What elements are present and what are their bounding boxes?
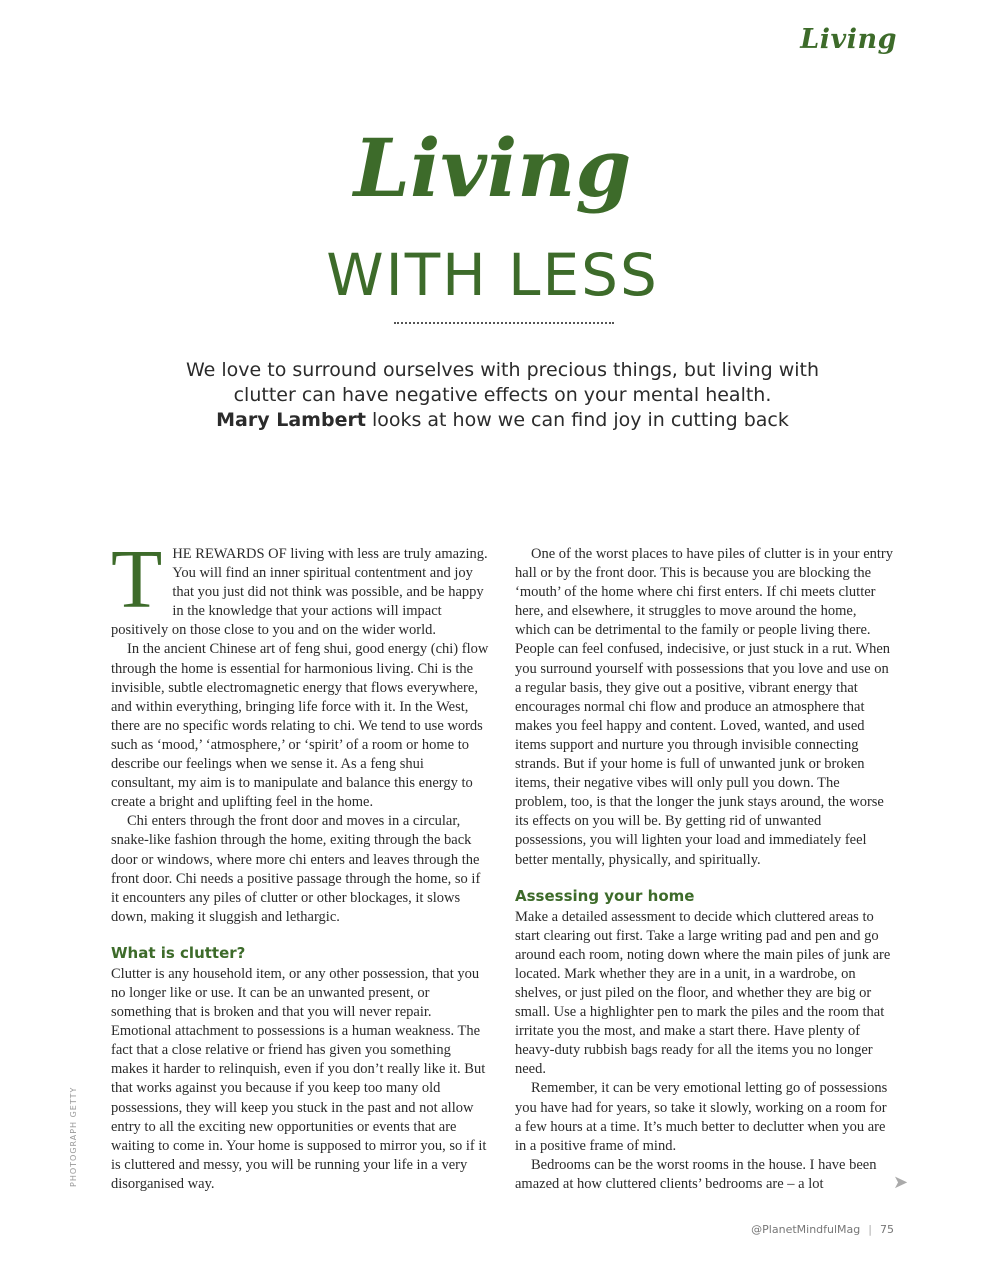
standfirst-line-2: clutter can have negative effects on your mental health.	[233, 384, 772, 406]
paragraph: In the ancient Chinese art of feng shui, good energy (chi) flow through the home is essential for harmonious living. Chi is the invisible, subtle electromagnetic energy that flows everywhere, and within everything, bringing life force with it. In the West, there are no specific words relating to chi. We tend to use words such as ‘mood,’ ‘atmosphere,’ or ‘spirit’ of a room or home to describe our feelings when we sense it. As a feng shui consultant, my aim is to manipulate and balance this energy to create a bright and uplifting feel in the home.	[111, 641, 489, 811]
paragraph: Remember, it can be very emotional letting go of possessions you have had for years, so take it slowly, working on a room for a few hours at a time. It’s much better to declutter when you are in a positive frame of mind.	[515, 1080, 888, 1154]
page-footer	[751, 1223, 894, 1236]
author-name: Mary Lambert	[216, 409, 366, 431]
article-column-right	[515, 545, 893, 1194]
title-caps: WITH LESS	[326, 241, 659, 309]
paragraph: Make a detailed assessment to decide which cluttered areas to start clearing out first. Take a large writing pad and pen and go around each room, noting down where the main piles of junk are located. Mark whether they are in a unit, in a wardrobe, on shelves, or just piled on the floor, and whether they are big or small. Use a highlighter pen to mark the piles and the room that irritate you the most, and make a start there. Have plenty of heavy-duty rubbish bags ready for all the items you no longer need.	[515, 908, 891, 1078]
title-divider	[394, 322, 614, 324]
standfirst-line-1: We love to surround ourselves with precious things, but living with	[185, 359, 820, 381]
article-column-left	[111, 533, 489, 1194]
subheading-assessing-your-home: Assessing your home	[515, 886, 695, 905]
paragraph: Chi enters through the front door and moves in a circular, snake-like fashion through the home, exiting through the back door or windows, where more chi enters and leaves through the front door. Chi needs a positive passage through the home, so if it encounters any piles of clutter or other blockages, it slows down, making it sluggish and lethargic.	[111, 813, 481, 925]
paragraph: Clutter is any household item, or any other possession, that you no longer like or use. It can be an unwanted present, or something that is broken and that you will never repair. Emotional attachment to possessions is a human weakness. The fact that a close relative or friend has given you something makes it harder to relinquish, even if you don’t really like it. But that works against you because if you keep too many old possessions, they will keep you stuck in the past and not allow entry to all the exciting new opportunities or events that are waiting to come in. Your home is supposed to mirror you, so if it is cluttered and messy, you will be running your life in a very disorganised way.	[111, 965, 487, 1192]
paragraph: Bedrooms can be the worst rooms in the house. I have been amazed at how cluttered clients’ bedrooms are – a lot	[515, 1156, 877, 1192]
footer-separator: |	[868, 1223, 872, 1236]
standfirst-line-3	[150, 408, 855, 433]
continue-arrow-icon: ➤	[893, 1172, 909, 1193]
standfirst-line-3-rest: looks at how we can find joy in cutting back	[365, 409, 789, 431]
subheading-what-is-clutter: What is clutter?	[111, 943, 246, 962]
paragraph-intro	[111, 533, 489, 640]
section-tag: Living	[800, 24, 897, 55]
drop-cap: T	[111, 533, 163, 626]
page-number: 75	[880, 1223, 894, 1236]
social-handle: @PlanetMindfulMag	[751, 1223, 861, 1236]
title-script: Living	[353, 121, 632, 215]
paragraph: One of the worst places to have piles of clutter is in your entry hall or by the front door. This is because you are blocking the ‘mouth’ of the home where chi first enters. If chi meets clutter here, and elsewhere, it struggles to move around the home, which can be detrimental to the family or people living there. People can feel confused, indecisive, or just stuck in a rut. When you surround yourself with possessions that you love and use on a regular basis, they give out a positive, vibrant energy that encourages normal chi flow and produce an atmosphere that makes you feel happy and content. Loved, wanted, and used items support and nurture you through invisible connecting strands. But if your home is full of unwanted junk or broken items, their negative vibes will only pull you down. The problem, too, is that the longer the junk stays around, the worse its effects on you will be. By getting rid of unwanted possessions, you will lighten your load and immediately feel better mentally, physically, and spiritually.	[515, 546, 893, 868]
paragraph-intro-text: HE REWARDS OF living with less are truly amazing. You will find an inner spiritual contentment and joy that you just did not think was possible, and be happy in the knowledge that your actions will impact positively on those close to you and on the wider world.	[111, 546, 488, 639]
standfirst	[150, 358, 855, 433]
photo-credit: PHOTOGRAPH GETTY	[69, 1086, 78, 1187]
